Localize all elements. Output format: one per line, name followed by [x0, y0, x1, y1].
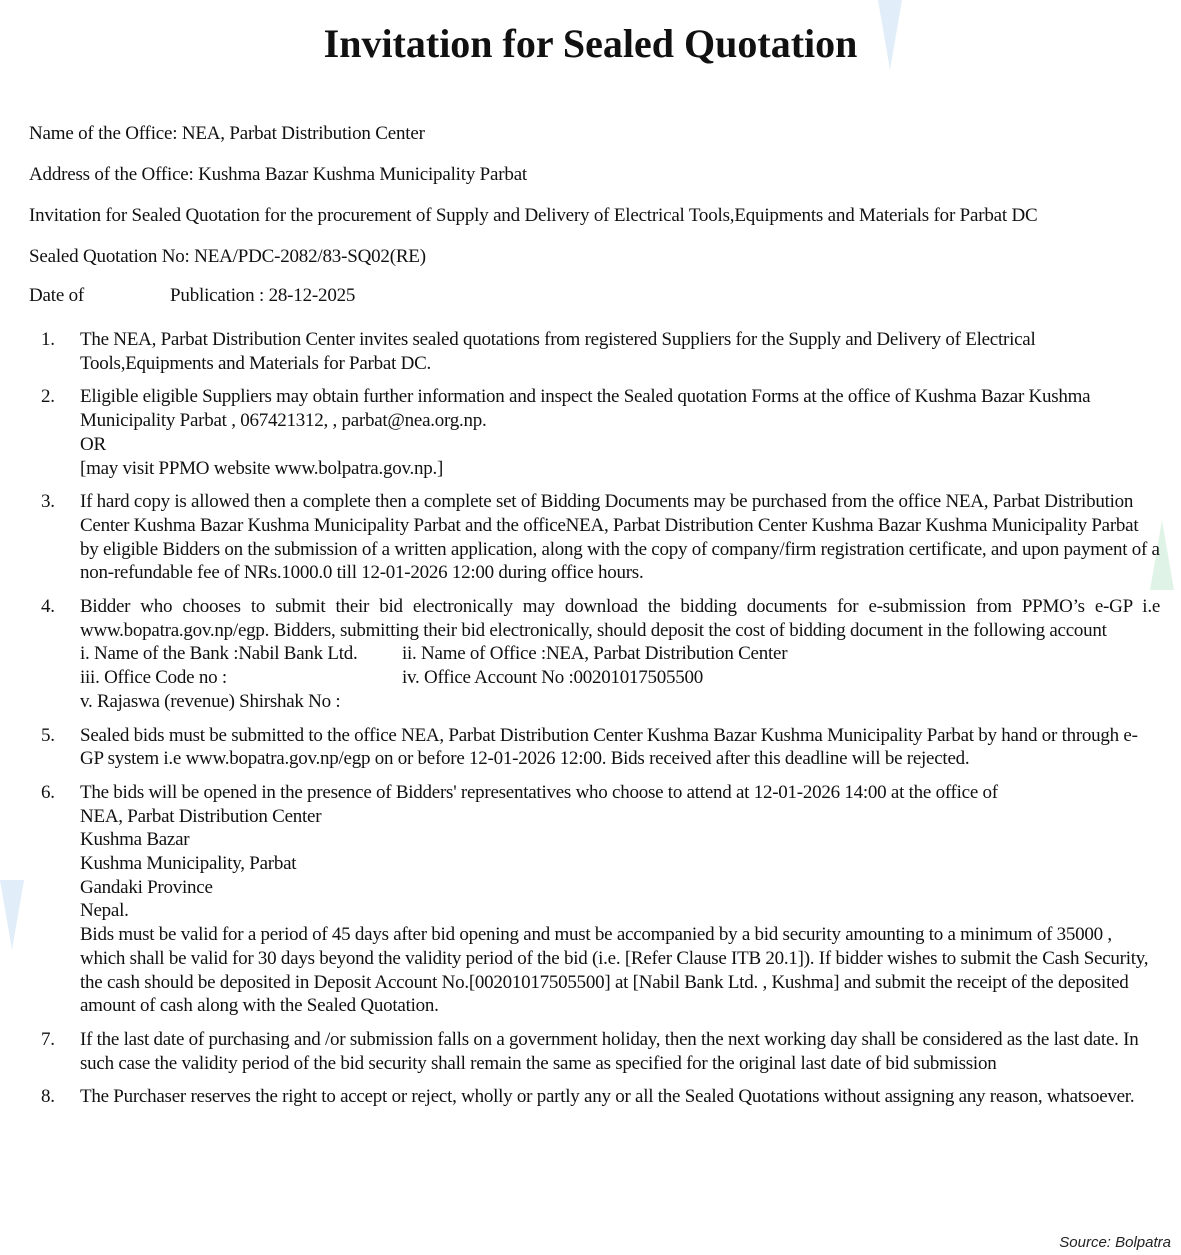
clause-text: The NEA, Parbat Distribution Center invites sealed quotations from registered Suppliers for the Supply and Delivery of Electrical Tools,Equipments and Materials for Parbat DC. — [80, 329, 1036, 374]
clause-number: 4. — [41, 596, 55, 618]
publication-value: Publication : 28-12-2025 — [170, 285, 356, 306]
clause-item — [0, 490, 1160, 585]
clause-item — [0, 1085, 1160, 1109]
clause-text: The bids will be opened in the presence of Bidders' representatives who choose to attend at 12-01-2026 14:00 at the office of — [80, 781, 998, 803]
clause-item — [0, 595, 1160, 714]
account-office: ii. Name of Office :NEA, Parbat Distribution Center — [402, 643, 788, 665]
clause-text: If the last date of purchasing and /or submission falls on a government holiday, then the next working day shall be considered as the last date. In such case the validity period of the bid security shall remain the same as specified for the original last date of bid submission — [80, 1028, 1139, 1074]
account-row — [80, 642, 1160, 666]
clause-text: Sealed bids must be submitted to the office NEA, Parbat Distribution Center Kushma Bazar Kushma Municipality Parbat by hand or through e-GP system i.e www.bopatra.gov.np/egp on or before 12-01-2026 12:00. Bids received after this deadline will be rejected. — [80, 724, 1138, 770]
clause-text: NEA, Parbat Distribution Center — [80, 805, 322, 827]
account-acct-no: iv. Office Account No :00201017505500 — [402, 667, 704, 689]
clause-number: 1. — [41, 329, 55, 350]
clause-item — [0, 724, 1160, 771]
office-address: Address of the Office: Kushma Bazar Kushma Municipality Parbat — [29, 164, 528, 185]
invitation-line: Invitation for Sealed Quotation for the procurement of Supply and Delivery of Electrical Tools,Equipments and Materials for Parbat DC — [29, 205, 1038, 226]
source-credit: Source: Bolpatra — [1059, 1234, 1171, 1251]
clause-item — [0, 385, 1160, 480]
account-code: iii. Office Code no : — [80, 667, 227, 689]
account-rajaswa: v. Rajaswa (revenue) Shirshak No : — [80, 690, 341, 712]
clause-number: 7. — [41, 1028, 55, 1050]
page-title: Invitation for Sealed Quotation — [323, 21, 858, 66]
office-name: Name of the Office: NEA, Parbat Distribution Center — [29, 123, 425, 144]
clause-number: 2. — [41, 386, 55, 408]
account-bank: i. Name of the Bank :Nabil Bank Ltd. — [80, 643, 358, 665]
clause-text: Bids must be valid for a period of 45 days after bid opening and must be accompanied by a bid security amounting to a minimum of 35000 , which shall be valid for 30 days beyond the validity period of the bid (i.e. [Refer Clause ITB 20.1]). If bidder wishes to submit the Cash Security, the cash should be deposited in Deposit Account No.[00201017505500] at [Nabil Bank Ltd. , Kushma] and submit the receipt of the deposited amount of cash along with the Sealed Quotation. — [80, 924, 1149, 1017]
clause-text: Kushma Bazar — [80, 829, 190, 851]
clause-item — [0, 1028, 1160, 1075]
clause-text: The Purchaser reserves the right to accept or reject, wholly or partly any or all the Sealed Quotations without assigning any reason, whatsoever. — [80, 1086, 1135, 1108]
clause-text: Gandaki Province — [80, 876, 213, 898]
quotation-number: Sealed Quotation No: NEA/PDC-2082/83-SQ02(RE) — [29, 246, 426, 267]
account-row — [80, 666, 1160, 690]
clause-number: 6. — [41, 781, 55, 803]
clause-text: Nepal. — [80, 900, 129, 922]
clause-text: If hard copy is allowed then a complete then a complete set of Bidding Documents may be purchased from the office NEA, Parbat Distribution Center Kushma Bazar Kushma Municipality Parbat and the officeNEA, Parbat Distribution Center Kushma Bazar Kushma Municipality Parbat by eligible Bidders on the submission of a written application, along with the copy of company/firm registration certificate, and upon payment of a non-refundable fee of NRs.1000.0 till 12-01-2026 12:00 during office hours. — [80, 491, 1160, 584]
clause-item — [0, 328, 1160, 375]
clause-list — [0, 328, 1160, 1119]
clause-text: [may visit PPMO website www.bolpatra.gov.np.] — [80, 457, 444, 479]
clause-number: 8. — [41, 1086, 55, 1108]
clause-text: OR — [80, 433, 106, 455]
clause-text: Kushma Municipality, Parbat — [80, 853, 297, 875]
date-label: Date of — [29, 285, 85, 306]
clause-number: 5. — [41, 724, 55, 746]
clause-item — [0, 781, 1160, 1018]
clause-text: Bidder who chooses to submit their bid electronically may download the bidding documents for e-submission from PPMO’s e-GP i.e www.bopatra.gov.np/egp. Bidders, submitting their bid electronically, should deposit the cost of bidding document in the following account — [80, 596, 1160, 641]
publication-date — [29, 285, 355, 307]
account-row — [80, 690, 1160, 714]
clause-number: 3. — [41, 491, 55, 513]
clause-text: Eligible eligible Suppliers may obtain further information and inspect the Sealed quotation Forms at the office of Kushma Bazar Kushma Municipality Parbat , 067421312, , parbat@nea.org.np. — [80, 386, 1091, 432]
